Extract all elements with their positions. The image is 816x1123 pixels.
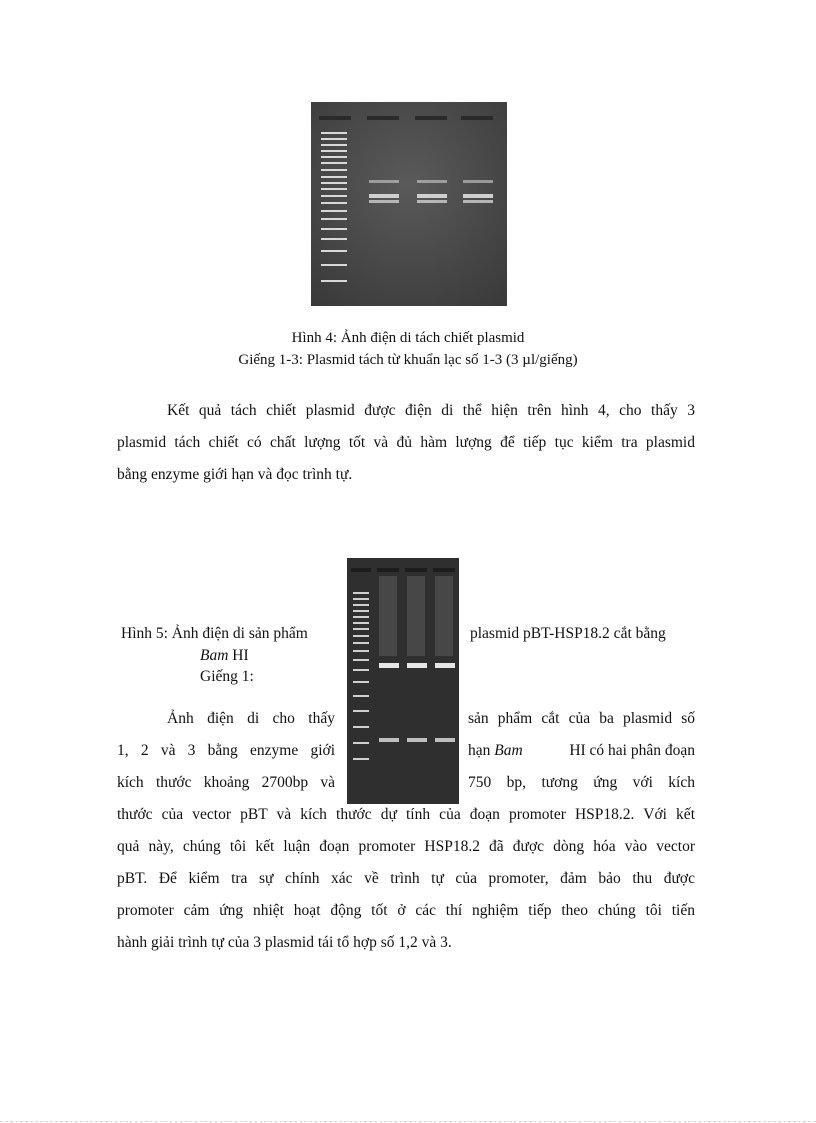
gel-image-figure-5 <box>347 558 459 804</box>
paragraph-line: Kết quả tách chiết plasmid được điện di thể hiện trên hình 4, cho thấy 3 <box>167 402 695 419</box>
paragraph-line: promoter cảm ứng nhiệt hoạt động tốt ở các thí nghiệm tiếp theo chúng tôi tiến <box>117 902 695 919</box>
paragraph-line: hành giải trình tự của 3 plasmid tái tổ hợp số 1,2 và 3. <box>117 934 452 951</box>
text-segment: hạn <box>468 742 495 759</box>
paragraph-line-right: sản phẩm cắt của ba plasmid số <box>468 710 695 727</box>
figure-5-caption-left: Hình 5: Ảnh điện di sản phẩm <box>121 625 308 642</box>
paragraph-line-right: 750 bp, tương ứng với kích <box>468 774 695 791</box>
figure-4-legend: Giếng 1-3: Plasmid tách từ khuẩn lạc số 1-3 (3 µl/giếng) <box>238 352 578 368</box>
gel-image-figure-4 <box>311 102 507 306</box>
enzyme-name-italic: Bam <box>200 647 229 664</box>
paragraph-line-left: Ảnh điện di cho thấy <box>167 710 335 727</box>
paragraph-line: quả này, chúng tôi kết luận đoạn promoter HSP18.2 đã được dòng hóa vào vector <box>117 838 695 855</box>
enzyme-name-italic: Bam <box>494 742 523 759</box>
figure-5-caption-right: plasmid pBT-HSP18.2 cắt bằng <box>470 625 666 642</box>
paragraph-line: bằng enzyme giới hạn và đọc trình tự. <box>117 466 353 483</box>
paragraph-line-left: kích thước khoảng 2700bp và <box>117 774 335 791</box>
figure-5-caption-enzyme <box>200 647 249 665</box>
paragraph-line: plasmid tách chiết có chất lượng tốt và đủ hàm lượng để tiếp tục kiểm tra plasmid <box>117 434 695 451</box>
paragraph-line: thước của vector pBT và kích thước dự tính của đoạn promoter HSP18.2. Với kết <box>117 806 695 823</box>
paragraph-line: pBT. Để kiểm tra sự chính xác về trình tự của promoter, đảm bảo thu được <box>117 870 695 887</box>
paragraph-line-right <box>468 742 695 760</box>
figure-4-title: Hình 4: Ảnh điện di tách chiết plasmid <box>291 330 525 346</box>
figure-5-caption-lane: Giếng 1: <box>200 668 254 685</box>
page-edge-divider <box>0 1121 816 1122</box>
paragraph-line-left: 1, 2 và 3 bằng enzyme giới <box>117 742 335 759</box>
text-segment: HI có hai phân đoạn <box>569 742 695 759</box>
enzyme-suffix: HI <box>228 647 249 664</box>
figure-4-caption <box>200 327 616 371</box>
